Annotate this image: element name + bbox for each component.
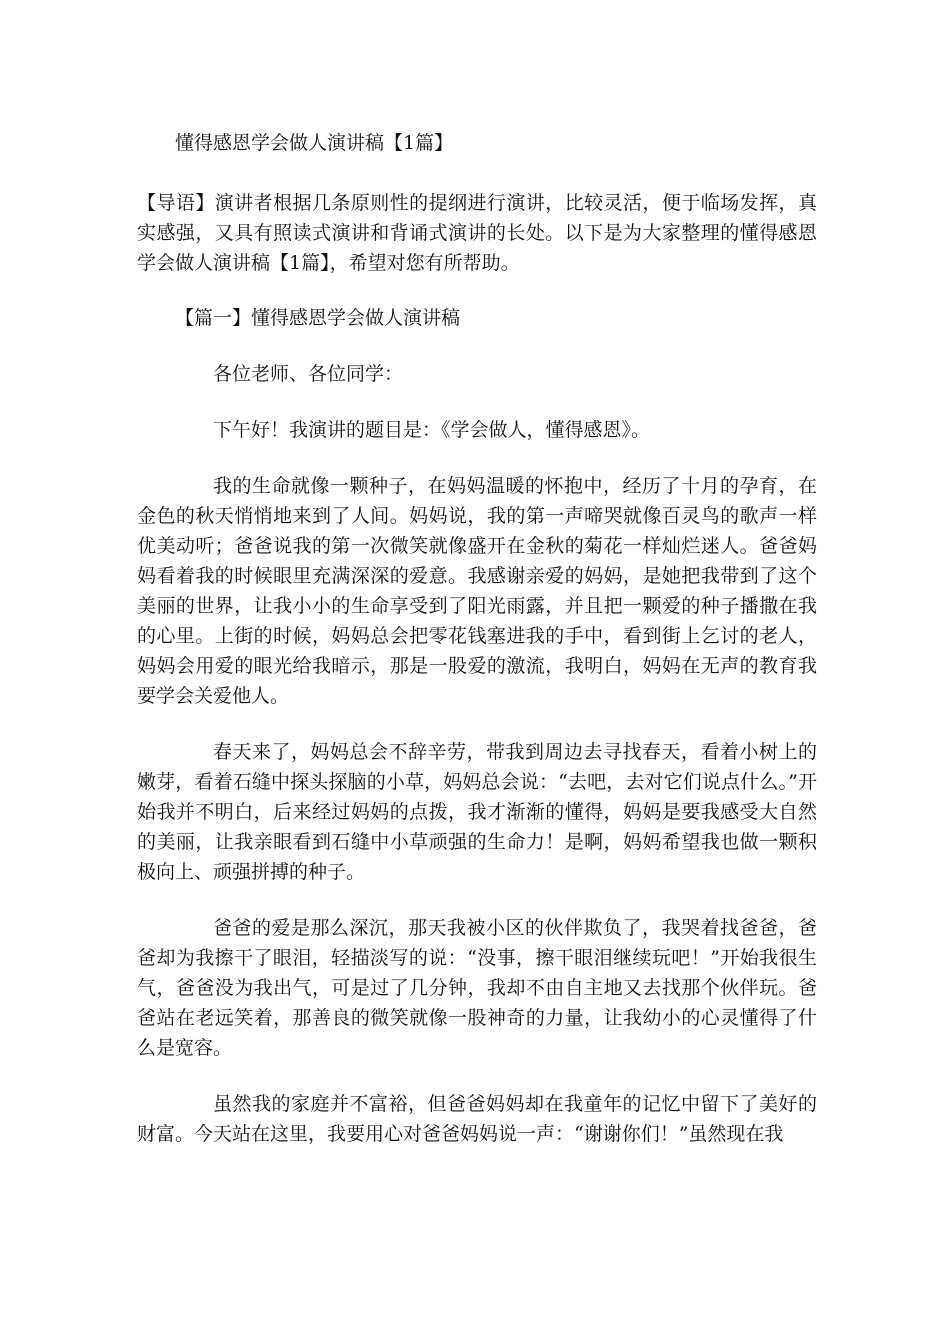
- section-heading: 【篇一】懂得感恩学会做人演讲稿: [175, 307, 461, 329]
- intro-paragraph: 【导语】演讲者根据几条原则性的提纲进行演讲，比较灵活，便于临场发挥，真实感强，又具有照读式演讲和背诵式演讲的长处。以下是为大家整理的懂得感恩学会做人演讲稿【1篇】，希望对您有所帮助。: [137, 192, 817, 274]
- body-paragraph-4: 虽然我的家庭并不富裕，但爸爸妈妈却在我童年的记忆中留下了美好的财富。今天站在这里，我要用心对爸爸妈妈说一声：“谢谢你们！”虽然现在我: [137, 1093, 817, 1145]
- body-paragraph-3: 爸爸的爱是那么深沉，那天我被小区的伙伴欺负了，我哭着找爸爸，爸爸却为我擦干了眼泪，轻描淡写的说：“没事，擦干眼泪继续玩吧！”开始我很生气，爸爸没为我出气，可是过了几分钟，我却不由自主地又去找那个伙伴玩。爸爸站在老远笑着，那善良的微笑就像一股神奇的力量，让我幼小的心灵懂得了什么是宽容。: [137, 917, 817, 1059]
- document-body: [137, 128, 817, 1175]
- document-title: 懂得感恩学会做人演讲稿【1篇】: [175, 132, 454, 154]
- body-paragraph-1: 我的生命就像一颗种子，在妈妈温暖的怀抱中，经历了十月的孕育，在金色的秋天悄悄地来到了人间。妈妈说，我的第一声啼哭就像百灵鸟的歌声一样优美动听；爸爸说我的第一次微笑就像盛开在金秋的菊花一样灿烂迷人。爸爸妈妈看着我的时候眼里充满深深的爱意。我感谢亲爱的妈妈，是她把我带到了这个美丽的世界，让我小小的生命享受到了阳光雨露，并且把一颗爱的种子播撒在我的心里。上街的时候，妈妈总会把零花钱塞进我的手中，看到街上乞讨的老人，妈妈会用爱的眼光给我暗示，那是一股爱的激流，我明白，妈妈在无声的教育我要学会关爱他人。: [137, 475, 817, 707]
- body-paragraph-2: 春天来了，妈妈总会不辞辛劳，带我到周边去寻找春天，看着小树上的嫩芽，看着石缝中探头探脑的小草，妈妈总会说：“去吧，去对它们说点什么。”开始我并不明白，后来经过妈妈的点拨，我才渐渐的懂得，妈妈是要我感受大自然的美丽，让我亲眼看到石缝中小草顽强的生命力！是啊，妈妈希望我也做一颗积极向上、顽强拼搏的种子。: [137, 741, 817, 883]
- greeting-line: 各位老师、各位同学：: [213, 363, 404, 385]
- opening-line: 下午好！我演讲的题目是：《学会做人，懂得感恩》。: [213, 419, 651, 441]
